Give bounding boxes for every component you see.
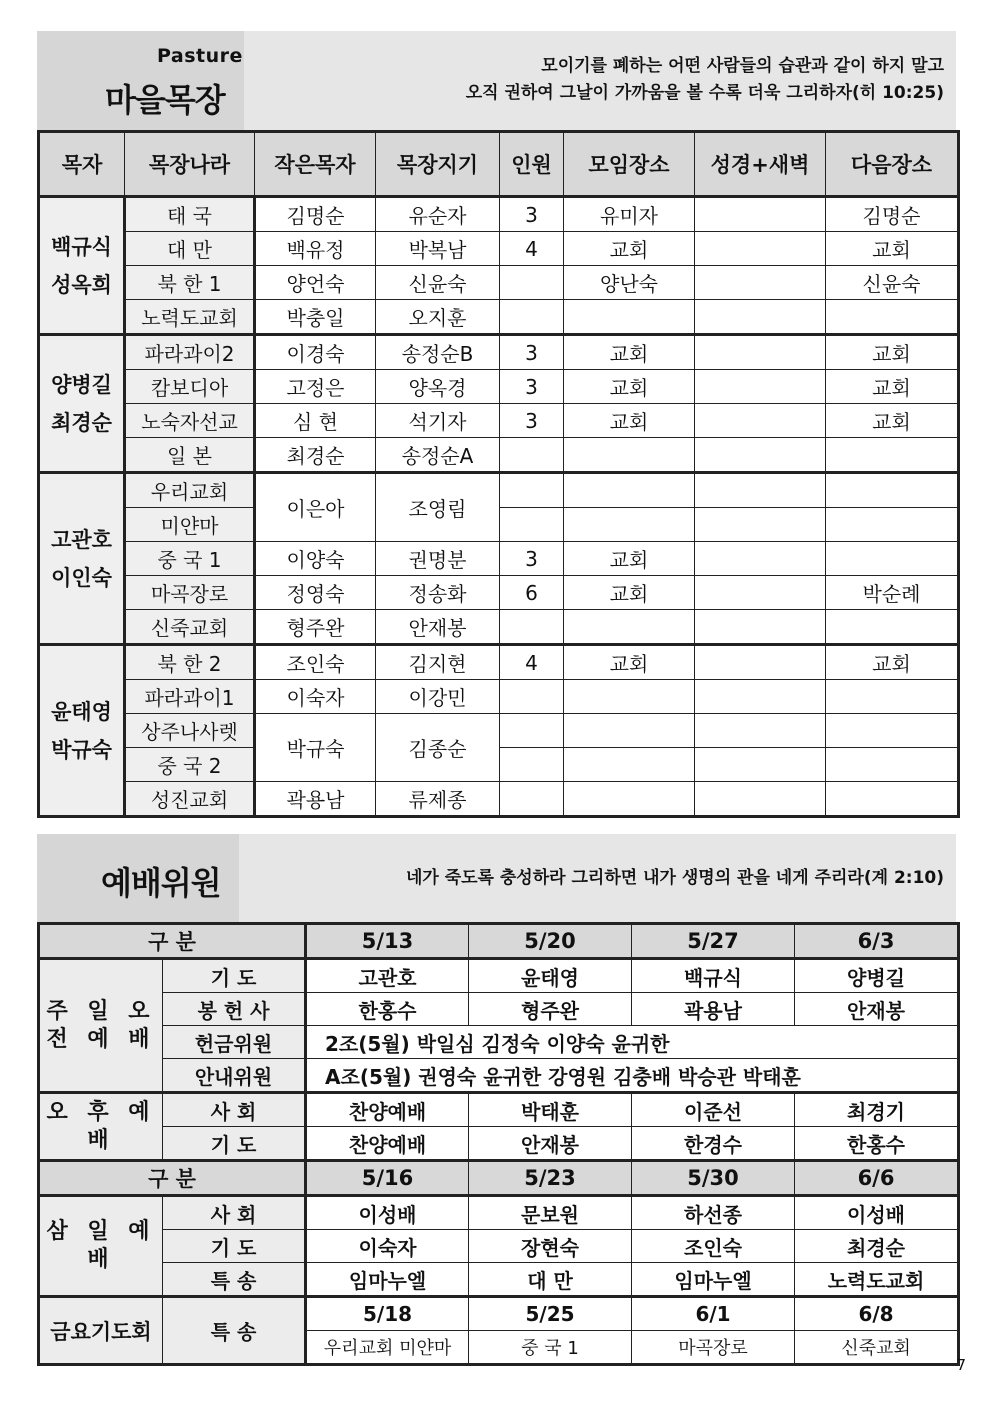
next-place-cell xyxy=(826,610,959,645)
small-shepherd-cell: 고정은 xyxy=(255,370,376,404)
table-row xyxy=(39,197,959,232)
country-cell: 노력도교회 xyxy=(125,300,255,335)
small-shepherd-cell: 형주완 xyxy=(255,610,376,645)
next-place-cell xyxy=(826,748,959,782)
keeper-cell: 조영림 xyxy=(376,473,500,542)
next-place-cell: 박순례 xyxy=(826,576,959,610)
table-row xyxy=(39,1230,959,1263)
count-cell: 4 xyxy=(500,232,564,266)
country-cell: 중 국 2 xyxy=(125,748,255,782)
name-cell: 하선종 xyxy=(632,1196,795,1230)
small-shepherd-cell: 조인숙 xyxy=(255,645,376,680)
place-cell xyxy=(564,438,695,473)
name-cell: 임마누엘 xyxy=(632,1263,795,1297)
name-cell: 박태훈 xyxy=(469,1093,632,1127)
pasture-verse xyxy=(466,53,944,107)
small-shepherd-cell: 심 현 xyxy=(255,404,376,438)
count-cell xyxy=(500,610,564,645)
table-row xyxy=(39,300,959,335)
country-cell: 북 한 1 xyxy=(125,266,255,300)
country-cell: 신죽교회 xyxy=(125,610,255,645)
table-row xyxy=(39,576,959,610)
bible-cell xyxy=(695,542,826,576)
bible-cell xyxy=(695,576,826,610)
count-cell xyxy=(500,300,564,335)
table-row xyxy=(39,1093,959,1127)
place-cell xyxy=(564,748,695,782)
keeper-cell: 류제종 xyxy=(376,782,500,817)
role-label: 안내위원 xyxy=(163,1059,306,1093)
pasture-header-row xyxy=(39,132,959,197)
keeper-cell: 송정순B xyxy=(376,335,500,370)
keeper-cell: 정송화 xyxy=(376,576,500,610)
small-shepherd-cell: 박충일 xyxy=(255,300,376,335)
place-cell: 교회 xyxy=(564,335,695,370)
bible-cell xyxy=(695,370,826,404)
group-leader xyxy=(39,335,125,473)
date-cell: 5/18 xyxy=(306,1297,469,1331)
small-shepherd-cell: 이숙자 xyxy=(255,680,376,714)
name-cell: 백규식 xyxy=(632,959,795,993)
name-cell: 최경순 xyxy=(795,1230,959,1263)
small-shepherd-cell: 김명순 xyxy=(255,197,376,232)
place-cell xyxy=(564,508,695,542)
table-row xyxy=(39,370,959,404)
place-cell: 교회 xyxy=(564,232,695,266)
pasture-table xyxy=(37,130,960,818)
name-cell: 형주완 xyxy=(469,993,632,1026)
bible-cell xyxy=(695,645,826,680)
pasture-subtitle-en: Pasture xyxy=(157,45,243,67)
worship-verse: 네가 죽도록 충성하라 그리하면 내가 생명의 관을 네게 주리라(계 2:10) xyxy=(405,868,944,888)
count-cell xyxy=(500,748,564,782)
country-cell: 파라과이1 xyxy=(125,680,255,714)
small-shepherd-cell: 이양숙 xyxy=(255,542,376,576)
country-cell: 미얀마 xyxy=(125,508,255,542)
name-cell: 노력도교회 xyxy=(795,1263,959,1297)
small-shepherd-cell: 양언숙 xyxy=(255,266,376,300)
table-row xyxy=(39,610,959,645)
name-cell: 중 국 1 xyxy=(469,1331,632,1365)
worship-table xyxy=(37,922,960,1366)
bible-cell xyxy=(695,232,826,266)
name-cell: 찬양예배 xyxy=(306,1127,469,1161)
keeper-cell: 권명분 xyxy=(376,542,500,576)
keeper-cell: 석기자 xyxy=(376,404,500,438)
name-cell: 양병길 xyxy=(795,959,959,993)
role-label: 사 회 xyxy=(163,1196,306,1230)
next-place-cell xyxy=(826,680,959,714)
date-cell: 6/1 xyxy=(632,1297,795,1331)
next-place-cell: 교회 xyxy=(826,335,959,370)
name-cell: 마곡장로 xyxy=(632,1331,795,1365)
table-row xyxy=(39,473,959,508)
count-cell: 3 xyxy=(500,335,564,370)
date-cell: 5/16 xyxy=(306,1161,469,1196)
bible-cell xyxy=(695,404,826,438)
table-row xyxy=(39,1263,959,1297)
place-cell xyxy=(564,300,695,335)
next-place-cell xyxy=(826,473,959,508)
role-label: 특 송 xyxy=(163,1297,306,1365)
next-place-cell xyxy=(826,782,959,817)
next-place-cell xyxy=(826,714,959,748)
table-row xyxy=(39,1196,959,1230)
count-cell: 3 xyxy=(500,370,564,404)
leader-name: 성옥희 xyxy=(51,272,112,297)
country-cell: 성진교회 xyxy=(125,782,255,817)
table-row xyxy=(39,645,959,680)
bible-cell xyxy=(695,473,826,508)
col-header: 작은목자 xyxy=(255,132,376,197)
bible-cell xyxy=(695,508,826,542)
friday-label: 금요기도회 xyxy=(39,1297,163,1365)
table-row xyxy=(39,782,959,817)
table-row xyxy=(39,959,959,993)
leader-name: 이인숙 xyxy=(51,565,112,590)
keeper-cell: 유순자 xyxy=(376,197,500,232)
country-cell: 북 한 2 xyxy=(125,645,255,680)
tithe-committee-text: 2조(5월) 박일심 김정숙 이양숙 윤귀한 xyxy=(306,1026,959,1059)
keeper-cell: 송정순A xyxy=(376,438,500,473)
table-row xyxy=(39,1026,959,1059)
role-label: 특 송 xyxy=(163,1263,306,1297)
name-cell: 문보원 xyxy=(469,1196,632,1230)
bible-cell xyxy=(695,680,826,714)
next-place-cell: 김명순 xyxy=(826,197,959,232)
bible-cell xyxy=(695,335,826,370)
group-leader xyxy=(39,473,125,645)
keeper-cell: 양옥경 xyxy=(376,370,500,404)
date-cell: 6/3 xyxy=(795,924,959,959)
date-cell: 5/27 xyxy=(632,924,795,959)
sunday-am-label: 주 일 오 전 예 배 xyxy=(39,959,163,1093)
count-cell: 3 xyxy=(500,197,564,232)
name-cell: 최경기 xyxy=(795,1093,959,1127)
place-cell: 교회 xyxy=(564,404,695,438)
date-cell: 5/30 xyxy=(632,1161,795,1196)
country-cell: 노숙자선교 xyxy=(125,404,255,438)
table-row xyxy=(39,335,959,370)
table-row xyxy=(39,404,959,438)
date-cell: 5/25 xyxy=(469,1297,632,1331)
role-label: 기 도 xyxy=(163,959,306,993)
bible-cell xyxy=(695,714,826,748)
place-cell: 유미자 xyxy=(564,197,695,232)
small-shepherd-cell: 정영숙 xyxy=(255,576,376,610)
country-cell: 캄보디아 xyxy=(125,370,255,404)
worship-title: 예배위원 xyxy=(101,864,221,902)
count-cell xyxy=(500,508,564,542)
country-cell: 우리교회 xyxy=(125,473,255,508)
table-row xyxy=(39,680,959,714)
count-cell: 3 xyxy=(500,404,564,438)
next-place-cell xyxy=(826,508,959,542)
col-header: 성경+새벽 xyxy=(695,132,826,197)
place-cell xyxy=(564,610,695,645)
wednesday-label: 삼 일 예 배 xyxy=(39,1196,163,1297)
keeper-cell: 이강민 xyxy=(376,680,500,714)
col-header: 목자 xyxy=(39,132,125,197)
page-number: 7 xyxy=(956,1356,966,1374)
col-header: 인원 xyxy=(500,132,564,197)
place-cell: 교회 xyxy=(564,576,695,610)
table-row xyxy=(39,1059,959,1093)
country-cell: 마곡장로 xyxy=(125,576,255,610)
keeper-cell: 오지훈 xyxy=(376,300,500,335)
place-cell: 교회 xyxy=(564,645,695,680)
keeper-cell: 박복남 xyxy=(376,232,500,266)
role-label: 봉 헌 사 xyxy=(163,993,306,1026)
name-cell: 안재봉 xyxy=(795,993,959,1026)
country-cell: 태 국 xyxy=(125,197,255,232)
leader-name: 최경순 xyxy=(51,410,112,435)
name-cell: 찬양예배 xyxy=(306,1093,469,1127)
country-cell: 중 국 1 xyxy=(125,542,255,576)
col-header: 목장지기 xyxy=(376,132,500,197)
sunday-pm-label: 오 후 예 배 xyxy=(39,1093,163,1161)
name-cell: 고관호 xyxy=(306,959,469,993)
name-cell: 이성배 xyxy=(795,1196,959,1230)
country-cell: 상주나사렛 xyxy=(125,714,255,748)
next-place-cell xyxy=(826,438,959,473)
col-header: 다음장소 xyxy=(826,132,959,197)
name-cell: 신죽교회 xyxy=(795,1331,959,1365)
small-shepherd-cell: 최경순 xyxy=(255,438,376,473)
table-row xyxy=(39,542,959,576)
place-cell xyxy=(564,473,695,508)
col-header: 목장나라 xyxy=(125,132,255,197)
name-cell: 안재봉 xyxy=(469,1127,632,1161)
place-cell: 교회 xyxy=(564,370,695,404)
date-cell: 5/23 xyxy=(469,1161,632,1196)
name-cell: 임마누엘 xyxy=(306,1263,469,1297)
name-cell: 한경수 xyxy=(632,1127,795,1161)
date-cell: 6/6 xyxy=(795,1161,959,1196)
next-place-cell xyxy=(826,300,959,335)
bible-cell xyxy=(695,197,826,232)
table-row xyxy=(39,438,959,473)
small-shepherd-cell: 이경숙 xyxy=(255,335,376,370)
name-cell: 곽용남 xyxy=(632,993,795,1026)
name-cell: 장현숙 xyxy=(469,1230,632,1263)
count-cell xyxy=(500,782,564,817)
name-cell: 대 만 xyxy=(469,1263,632,1297)
keeper-cell: 김종순 xyxy=(376,714,500,782)
name-cell: 이숙자 xyxy=(306,1230,469,1263)
role-label: 헌금위원 xyxy=(163,1026,306,1059)
next-place-cell: 교회 xyxy=(826,370,959,404)
pasture-header xyxy=(37,31,956,131)
small-shepherd-cell: 곽용남 xyxy=(255,782,376,817)
role-label: 기 도 xyxy=(163,1230,306,1263)
country-cell: 대 만 xyxy=(125,232,255,266)
next-place-cell: 신윤숙 xyxy=(826,266,959,300)
small-shepherd-cell: 박규숙 xyxy=(255,714,376,782)
name-cell: 윤태영 xyxy=(469,959,632,993)
country-cell: 일 본 xyxy=(125,438,255,473)
table-row xyxy=(39,1127,959,1161)
next-place-cell: 교회 xyxy=(826,404,959,438)
leader-name: 윤태영 xyxy=(51,699,112,724)
count-cell xyxy=(500,438,564,473)
place-cell xyxy=(564,782,695,817)
count-cell: 4 xyxy=(500,645,564,680)
wednesday-date-row xyxy=(39,1161,959,1196)
country-cell: 파라과이2 xyxy=(125,335,255,370)
count-cell xyxy=(500,473,564,508)
count-cell xyxy=(500,680,564,714)
worship-header xyxy=(37,834,956,922)
next-place-cell: 교회 xyxy=(826,232,959,266)
place-cell: 양난숙 xyxy=(564,266,695,300)
keeper-cell: 김지현 xyxy=(376,645,500,680)
count-cell xyxy=(500,714,564,748)
name-cell: 이준선 xyxy=(632,1093,795,1127)
keeper-cell: 안재봉 xyxy=(376,610,500,645)
group-leader xyxy=(39,197,125,335)
date-cell: 5/13 xyxy=(306,924,469,959)
keeper-cell: 신윤숙 xyxy=(376,266,500,300)
table-row xyxy=(39,266,959,300)
verse-line-2: 오직 권하여 그날이 가까움을 볼 수록 더욱 그리하자(히 10:25) xyxy=(465,83,944,103)
bible-cell xyxy=(695,266,826,300)
bible-cell xyxy=(695,438,826,473)
bible-cell xyxy=(695,782,826,817)
count-cell: 3 xyxy=(500,542,564,576)
count-cell: 6 xyxy=(500,576,564,610)
count-cell xyxy=(500,266,564,300)
place-cell: 교회 xyxy=(564,542,695,576)
next-place-cell: 교회 xyxy=(826,645,959,680)
bible-cell xyxy=(695,300,826,335)
name-cell: 한홍수 xyxy=(306,993,469,1026)
bible-cell xyxy=(695,610,826,645)
place-cell xyxy=(564,680,695,714)
friday-date-row xyxy=(39,1297,959,1331)
date-cell: 5/20 xyxy=(469,924,632,959)
verse-line-1: 모이기를 폐하는 어떤 사람들의 습관과 같이 하지 말고 xyxy=(541,56,944,76)
next-place-cell xyxy=(826,542,959,576)
small-shepherd-cell: 백유정 xyxy=(255,232,376,266)
leader-name: 박규숙 xyxy=(51,737,112,762)
role-label: 기 도 xyxy=(163,1127,306,1161)
leader-name: 백규식 xyxy=(51,234,112,259)
sunday-date-row xyxy=(39,924,959,959)
name-cell: 한홍수 xyxy=(795,1127,959,1161)
table-row xyxy=(39,232,959,266)
pasture-title: 마을목장 xyxy=(105,81,225,119)
group-leader xyxy=(39,645,125,817)
bible-cell xyxy=(695,748,826,782)
section-label: 구 분 xyxy=(39,924,306,959)
col-header: 모임장소 xyxy=(564,132,695,197)
leader-name: 양병길 xyxy=(51,372,112,397)
small-shepherd-cell: 이은아 xyxy=(255,473,376,542)
usher-committee-text: A조(5월) 권영숙 윤귀한 강영원 김충배 박승관 박태훈 xyxy=(306,1059,959,1093)
table-row xyxy=(39,993,959,1026)
leader-name: 고관호 xyxy=(51,527,112,552)
name-cell: 우리교회 미얀마 xyxy=(306,1331,469,1365)
place-cell xyxy=(564,714,695,748)
role-label: 사 회 xyxy=(163,1093,306,1127)
name-cell: 이성배 xyxy=(306,1196,469,1230)
date-cell: 6/8 xyxy=(795,1297,959,1331)
table-row xyxy=(39,714,959,748)
section-label: 구 분 xyxy=(39,1161,306,1196)
name-cell: 조인숙 xyxy=(632,1230,795,1263)
